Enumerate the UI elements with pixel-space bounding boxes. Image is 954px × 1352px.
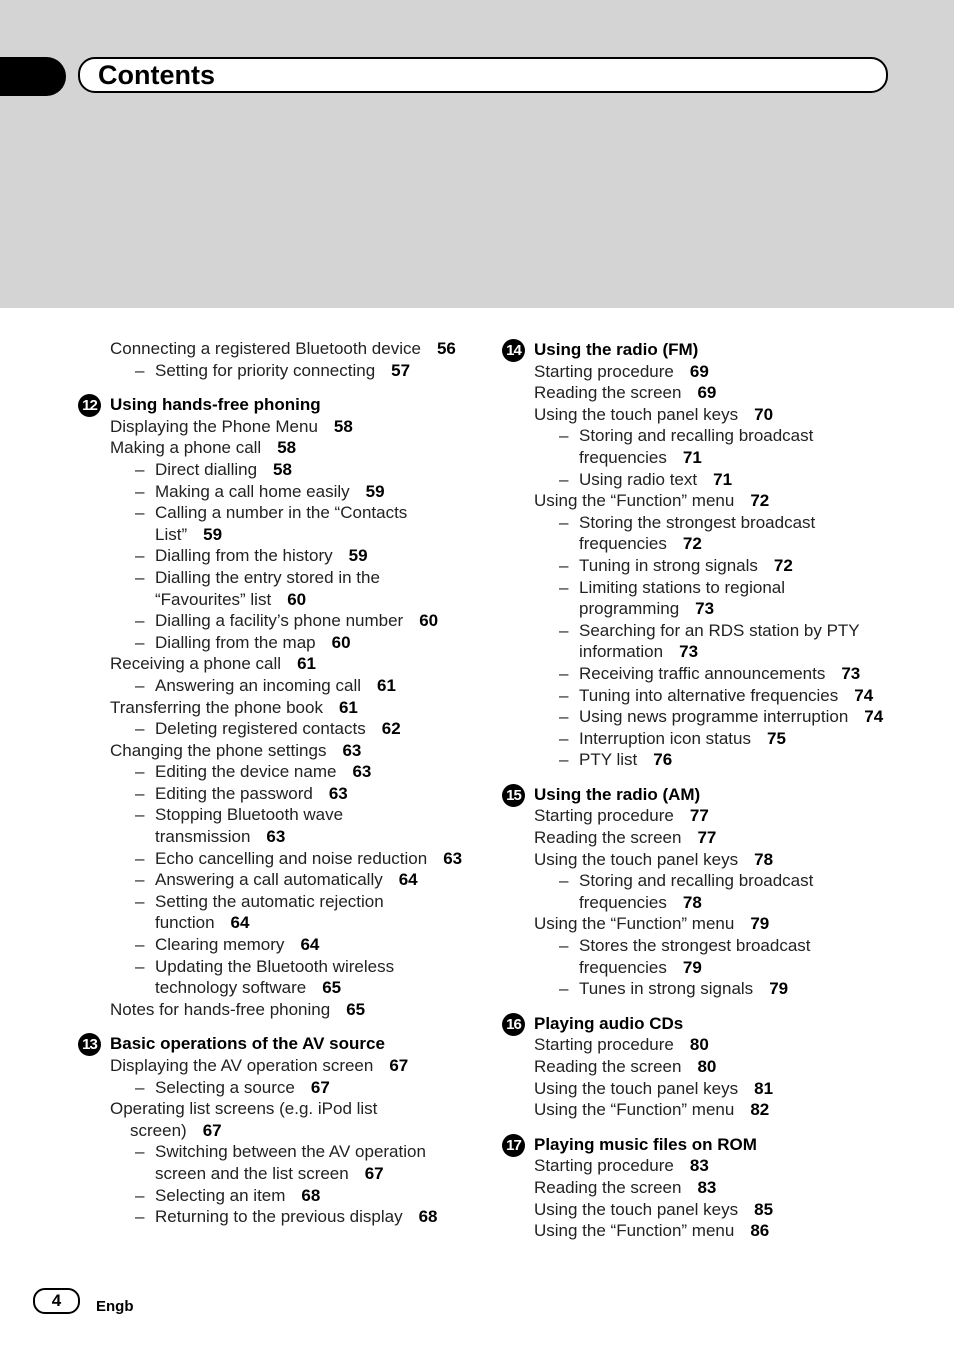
toc-page-number: 67 <box>364 1163 384 1183</box>
toc-page-number: 59 <box>203 524 223 544</box>
dash-marker: – <box>559 728 569 748</box>
toc-page-number: 62 <box>381 719 401 739</box>
toc-page-number: 73 <box>841 663 861 683</box>
toc-entry[interactable] <box>502 1078 912 1100</box>
chapter-number-badge: 14 <box>502 339 525 362</box>
toc-entry[interactable] <box>502 469 912 491</box>
toc-entry-text: Switching between the AV operation screen and the list screen <box>155 1142 426 1183</box>
toc-page-number: 83 <box>697 1177 717 1197</box>
toc-page-number: 57 <box>391 360 411 380</box>
toc-entry-text: Displaying the AV operation screen <box>110 1056 374 1075</box>
toc-page-number: 86 <box>750 1221 770 1241</box>
toc-page-number: 60 <box>331 632 351 652</box>
dash-marker: – <box>135 481 145 501</box>
toc-page-number: 63 <box>443 848 463 868</box>
toc-entry[interactable] <box>78 740 468 762</box>
toc-page-number: 75 <box>766 728 786 748</box>
dash-marker: – <box>135 891 145 911</box>
toc-page-number: 85 <box>754 1199 774 1219</box>
toc-entry[interactable] <box>78 1055 468 1077</box>
toc-page-number: 76 <box>653 750 673 770</box>
toc-entry[interactable] <box>78 360 468 382</box>
toc-page-number: 77 <box>697 828 717 848</box>
toc-page-number: 60 <box>287 589 307 609</box>
toc-page-number: 73 <box>679 642 699 662</box>
toc-entry-text: Stores the strongest broadcast frequencies <box>579 936 811 977</box>
toc-entry[interactable] <box>502 1220 912 1242</box>
toc-entry-text: Answering an incoming call <box>155 675 361 695</box>
dash-marker: – <box>135 567 145 587</box>
toc-entry[interactable] <box>78 459 468 481</box>
toc-entry[interactable] <box>78 934 468 956</box>
toc-entry-text: Dialling from the map <box>155 632 316 652</box>
toc-entry-text: Using the touch panel keys <box>534 849 739 869</box>
toc-entry-text: Using the “Function” menu <box>534 1221 735 1241</box>
toc-page-number: 58 <box>333 416 353 436</box>
toc-entry-text: Dialling a facility’s phone number <box>155 611 404 631</box>
toc-entry-text: Starting procedure <box>534 1156 674 1176</box>
toc-entry-text: Tuning into alternative frequencies <box>579 685 839 705</box>
toc-entry-text: Storing the strongest broadcast frequencies <box>579 512 816 554</box>
toc-page-number: 79 <box>682 957 702 977</box>
toc-entry[interactable] <box>502 706 912 728</box>
toc-entry[interactable] <box>78 481 468 503</box>
toc-page-number: 67 <box>202 1120 222 1140</box>
toc-section <box>78 1033 468 1227</box>
toc-entry[interactable] <box>502 749 912 771</box>
toc-entry[interactable] <box>502 1034 912 1056</box>
dash-marker: – <box>559 555 569 575</box>
dash-marker: – <box>559 577 569 597</box>
toc-entry-text: Direct dialling <box>155 459 258 479</box>
dash-marker: – <box>559 663 569 683</box>
toc-entry[interactable] <box>502 620 912 663</box>
toc-entry[interactable] <box>502 935 912 978</box>
toc-page-number: 63 <box>328 783 348 803</box>
toc-entry-text: Dialling the entry stored in the “Favourites” list <box>155 567 380 609</box>
toc-page-number: 65 <box>322 978 342 998</box>
toc-entry-text: Reading the screen <box>534 383 682 403</box>
toc-entry[interactable] <box>78 653 468 675</box>
section-heading[interactable] <box>502 1013 912 1035</box>
toc-page-number: 78 <box>754 849 774 869</box>
toc-entry-text: Changing the phone settings <box>110 740 327 760</box>
toc-entry[interactable] <box>78 869 468 891</box>
toc-entry-text: Starting procedure <box>534 361 674 381</box>
toc-entry[interactable] <box>502 685 912 707</box>
toc-page-number: 67 <box>310 1077 330 1097</box>
toc-page-number: 58 <box>277 438 297 458</box>
dash-marker: – <box>135 632 145 652</box>
toc-page-number: 71 <box>682 447 702 467</box>
toc-column-left <box>78 338 468 1241</box>
toc-entry-text: Searching for an RDS station by PTY information <box>579 620 860 662</box>
toc-entry-text: Calling a number in the “Contacts List” <box>155 503 408 544</box>
toc-entry[interactable] <box>502 1199 912 1221</box>
toc-page-number: 77 <box>689 806 709 826</box>
toc-section <box>78 338 468 381</box>
toc-page-number: 69 <box>689 361 709 381</box>
dash-marker: – <box>559 685 569 705</box>
toc-entry-text: Using the “Function” menu <box>534 914 735 934</box>
toc-entry-text: Limiting stations to regional programming <box>579 577 786 619</box>
toc-entry[interactable] <box>78 545 468 567</box>
toc-page-number: 79 <box>750 914 770 934</box>
toc-page-number: 73 <box>695 599 715 619</box>
toc-entry[interactable] <box>78 718 468 740</box>
toc-page-number: 65 <box>346 999 366 1019</box>
toc-entry-text: Reading the screen <box>534 1057 682 1076</box>
section-heading-text: Using the radio (AM) <box>534 784 701 804</box>
toc-entry[interactable] <box>78 437 468 459</box>
toc-entry-text: Tuning in strong signals <box>579 555 758 575</box>
toc-page-number: 59 <box>365 481 385 501</box>
toc-entry[interactable] <box>502 490 912 512</box>
toc-page-number: 80 <box>697 1057 717 1076</box>
toc-page-number: 74 <box>864 707 884 727</box>
toc-page-number: 72 <box>750 491 770 511</box>
toc-entry[interactable] <box>78 502 468 545</box>
toc-entry[interactable] <box>502 663 912 685</box>
dash-marker: – <box>135 675 145 695</box>
dash-marker: – <box>559 750 569 770</box>
toc-entry-text: Updating the Bluetooth wireless technology software <box>155 956 395 998</box>
toc-page-number: 61 <box>297 654 316 674</box>
toc-page-number: 72 <box>773 555 793 575</box>
toc-entry-text: Editing the password <box>155 783 313 803</box>
toc-entry-text: Notes for hands-free phoning <box>110 999 331 1019</box>
section-heading-text: Using hands-free phoning <box>110 395 321 415</box>
section-heading-text: Playing audio CDs <box>534 1013 684 1033</box>
toc-page-number: 63 <box>342 740 362 760</box>
toc-page-number: 64 <box>398 870 418 890</box>
dash-marker: – <box>135 1142 145 1162</box>
dash-marker: – <box>135 805 145 825</box>
toc-entry[interactable] <box>78 567 468 610</box>
title-frame <box>78 57 888 93</box>
dash-marker: – <box>135 360 145 380</box>
toc-entry-text: Using the touch panel keys <box>534 1078 739 1098</box>
toc-entry-text: PTY list <box>579 750 638 770</box>
toc-page-number: 83 <box>689 1156 709 1176</box>
toc-page-number: 68 <box>418 1207 438 1227</box>
toc-entry-text: Storing and recalling broadcast frequencies <box>579 426 814 467</box>
toc-page-number: 59 <box>348 546 368 566</box>
dash-marker: – <box>135 762 145 782</box>
toc-page-number: 64 <box>300 935 320 955</box>
toc-entry-text: Using radio text <box>579 469 698 489</box>
dash-marker: – <box>135 956 145 976</box>
toc-page-number: 70 <box>754 404 774 424</box>
toc-entry[interactable] <box>502 382 912 404</box>
toc-entry[interactable] <box>502 404 912 426</box>
chapter-number-badge: 17 <box>502 1134 525 1157</box>
language-code: Engb <box>96 1298 134 1315</box>
toc-entry-text: Returning to the previous display <box>155 1207 403 1227</box>
toc-entry-text: Displaying the Phone Menu <box>110 416 318 436</box>
toc-entry[interactable] <box>502 361 912 383</box>
toc-entry-text: Setting for priority connecting <box>155 360 376 380</box>
dash-marker: – <box>135 546 145 566</box>
toc-entry-text: Deleting registered contacts <box>155 719 366 739</box>
toc-entry[interactable] <box>502 1056 912 1078</box>
toc-entry-text: Making a phone call <box>110 438 262 458</box>
chapter-number-badge: 15 <box>502 784 525 807</box>
toc-entry[interactable] <box>78 804 468 847</box>
toc-page-number: 82 <box>750 1100 770 1120</box>
section-heading[interactable] <box>502 784 912 806</box>
toc-page-number: 63 <box>266 827 286 847</box>
toc-entry-text: Setting the automatic rejection function <box>155 891 384 933</box>
toc-entry[interactable] <box>78 1077 468 1099</box>
toc-entry-text: Using the touch panel keys <box>534 404 739 424</box>
toc-page-number: 61 <box>338 697 358 717</box>
toc-entry-text: Using the touch panel keys <box>534 1199 739 1219</box>
toc-entry-text: Using news programme interruption <box>579 707 849 727</box>
toc-entry-text: Echo cancelling and noise reduction <box>155 848 428 868</box>
dash-marker: – <box>135 870 145 890</box>
toc-entry-text: Reading the screen <box>534 828 682 848</box>
toc-page-number: 64 <box>230 913 250 933</box>
toc-page-number: 74 <box>854 685 874 705</box>
toc-entry-text: Clearing memory <box>155 935 285 955</box>
toc-entry[interactable] <box>78 632 468 654</box>
dash-marker: – <box>559 707 569 727</box>
section-heading[interactable] <box>502 339 912 361</box>
dash-marker: – <box>135 611 145 631</box>
toc-entry-text: Selecting a source <box>155 1077 295 1097</box>
dash-marker: – <box>135 1207 145 1227</box>
toc-page-number: 79 <box>769 979 789 999</box>
toc-entry[interactable] <box>502 978 912 1000</box>
header-band <box>0 0 954 308</box>
toc-page-number: 68 <box>301 1185 321 1205</box>
dash-marker: – <box>559 936 569 956</box>
dash-marker: – <box>559 620 569 640</box>
toc-entry[interactable] <box>78 338 468 360</box>
toc-entry[interactable] <box>78 783 468 805</box>
toc-entry[interactable] <box>502 1177 912 1199</box>
toc-entry-text: Interruption icon status <box>579 728 751 748</box>
dash-marker: – <box>559 512 569 532</box>
toc-column-right <box>502 338 912 1255</box>
toc-entry[interactable] <box>502 555 912 577</box>
section-heading-text: Using the radio (FM) <box>534 340 699 359</box>
toc-entry[interactable] <box>502 827 912 849</box>
chapter-number-badge: 16 <box>502 1013 525 1036</box>
toc-entry[interactable] <box>78 697 468 719</box>
toc-entry[interactable] <box>78 1185 468 1207</box>
dash-marker: – <box>559 469 569 489</box>
toc-entry-text: Operating list screens (e.g. iPod list screen) <box>110 1099 378 1140</box>
toc-section <box>78 394 468 1020</box>
toc-entry[interactable] <box>502 849 912 871</box>
toc-entry-text: Stopping Bluetooth wave transmission <box>155 805 344 847</box>
toc-page-number: 60 <box>419 611 439 631</box>
toc-page-number: 72 <box>682 534 702 554</box>
toc-entry[interactable] <box>502 805 912 827</box>
dash-marker: – <box>135 935 145 955</box>
toc-section <box>502 784 912 1000</box>
toc-page-number: 80 <box>689 1035 709 1055</box>
toc-entry-text: Storing and recalling broadcast frequencies <box>579 871 814 912</box>
toc-entry[interactable] <box>78 1141 468 1184</box>
toc-entry-text: Reading the screen <box>534 1177 682 1197</box>
toc-entry[interactable] <box>502 577 912 620</box>
section-heading[interactable] <box>78 1033 468 1055</box>
toc-page-number: 71 <box>713 469 733 489</box>
dash-marker: – <box>559 426 569 446</box>
chapter-number-badge: 12 <box>78 394 101 417</box>
page-number: 4 <box>33 1288 80 1314</box>
toc-entry[interactable] <box>78 1206 468 1228</box>
toc-entry[interactable] <box>78 848 468 870</box>
toc-entry-text: Editing the device name <box>155 762 337 782</box>
chapter-number-badge: 13 <box>78 1033 101 1056</box>
toc-entry-text: Receiving a phone call <box>110 654 282 674</box>
toc-page-number: 56 <box>436 339 456 358</box>
toc-entry-text: Using the “Function” menu <box>534 491 735 511</box>
toc-page-number: 69 <box>697 383 717 403</box>
toc-page-number: 78 <box>682 892 702 912</box>
section-heading[interactable] <box>502 1134 912 1156</box>
toc-entry-text: Selecting an item <box>155 1185 286 1205</box>
toc-entry-text: Receiving traffic announcements <box>579 663 826 683</box>
toc-entry-text: Starting procedure <box>534 806 674 826</box>
toc-entry-text: Connecting a registered Bluetooth device <box>110 339 421 358</box>
toc-entry-text: Starting procedure <box>534 1035 674 1055</box>
toc-section <box>502 339 912 771</box>
toc-section <box>502 1013 912 1121</box>
title-tab-marker <box>0 57 66 96</box>
section-heading-text: Playing music files on ROM <box>534 1134 757 1154</box>
dash-marker: – <box>135 503 145 523</box>
dash-marker: – <box>559 979 569 999</box>
toc-entry[interactable] <box>78 891 468 934</box>
toc-entry-text: Tunes in strong signals <box>579 979 754 999</box>
dash-marker: – <box>135 848 145 868</box>
toc-entry[interactable] <box>502 870 912 913</box>
toc-page-number: 58 <box>273 459 292 479</box>
toc-entry[interactable] <box>502 1155 912 1177</box>
toc-entry[interactable] <box>78 956 468 999</box>
dash-marker: – <box>135 1077 145 1097</box>
dash-marker: – <box>559 871 569 891</box>
toc-entry-text: Dialling from the history <box>155 546 333 566</box>
section-heading-text: Basic operations of the AV source <box>110 1034 385 1054</box>
toc-entry[interactable] <box>78 761 468 783</box>
toc-entry[interactable] <box>78 416 468 438</box>
toc-entry[interactable] <box>502 1099 912 1121</box>
toc-page-number: 63 <box>352 762 372 782</box>
dash-marker: – <box>135 783 145 803</box>
toc-page-number: 67 <box>389 1056 409 1075</box>
toc-entry[interactable] <box>502 913 912 935</box>
toc-entry-text: Using the “Function” menu <box>534 1100 735 1120</box>
toc-page-number: 81 <box>754 1078 774 1098</box>
toc-entry[interactable] <box>78 610 468 632</box>
toc-entry[interactable] <box>502 728 912 750</box>
toc-section <box>502 1134 912 1242</box>
toc-entry[interactable] <box>78 675 468 697</box>
dash-marker: – <box>135 719 145 739</box>
toc-entry[interactable] <box>78 999 468 1021</box>
toc-entry-text: Transferring the phone book <box>110 697 323 717</box>
toc-entry[interactable] <box>78 1098 468 1141</box>
toc-page-number: 61 <box>377 675 396 695</box>
dash-marker: – <box>135 459 145 479</box>
toc-entry-text: Answering a call automatically <box>155 870 383 890</box>
toc-entry[interactable] <box>502 425 912 468</box>
toc-entry-text: Making a call home easily <box>155 481 350 501</box>
dash-marker: – <box>135 1185 145 1205</box>
section-heading[interactable] <box>78 394 468 416</box>
page-title: Contents <box>98 60 215 90</box>
toc-entry[interactable] <box>502 512 912 555</box>
